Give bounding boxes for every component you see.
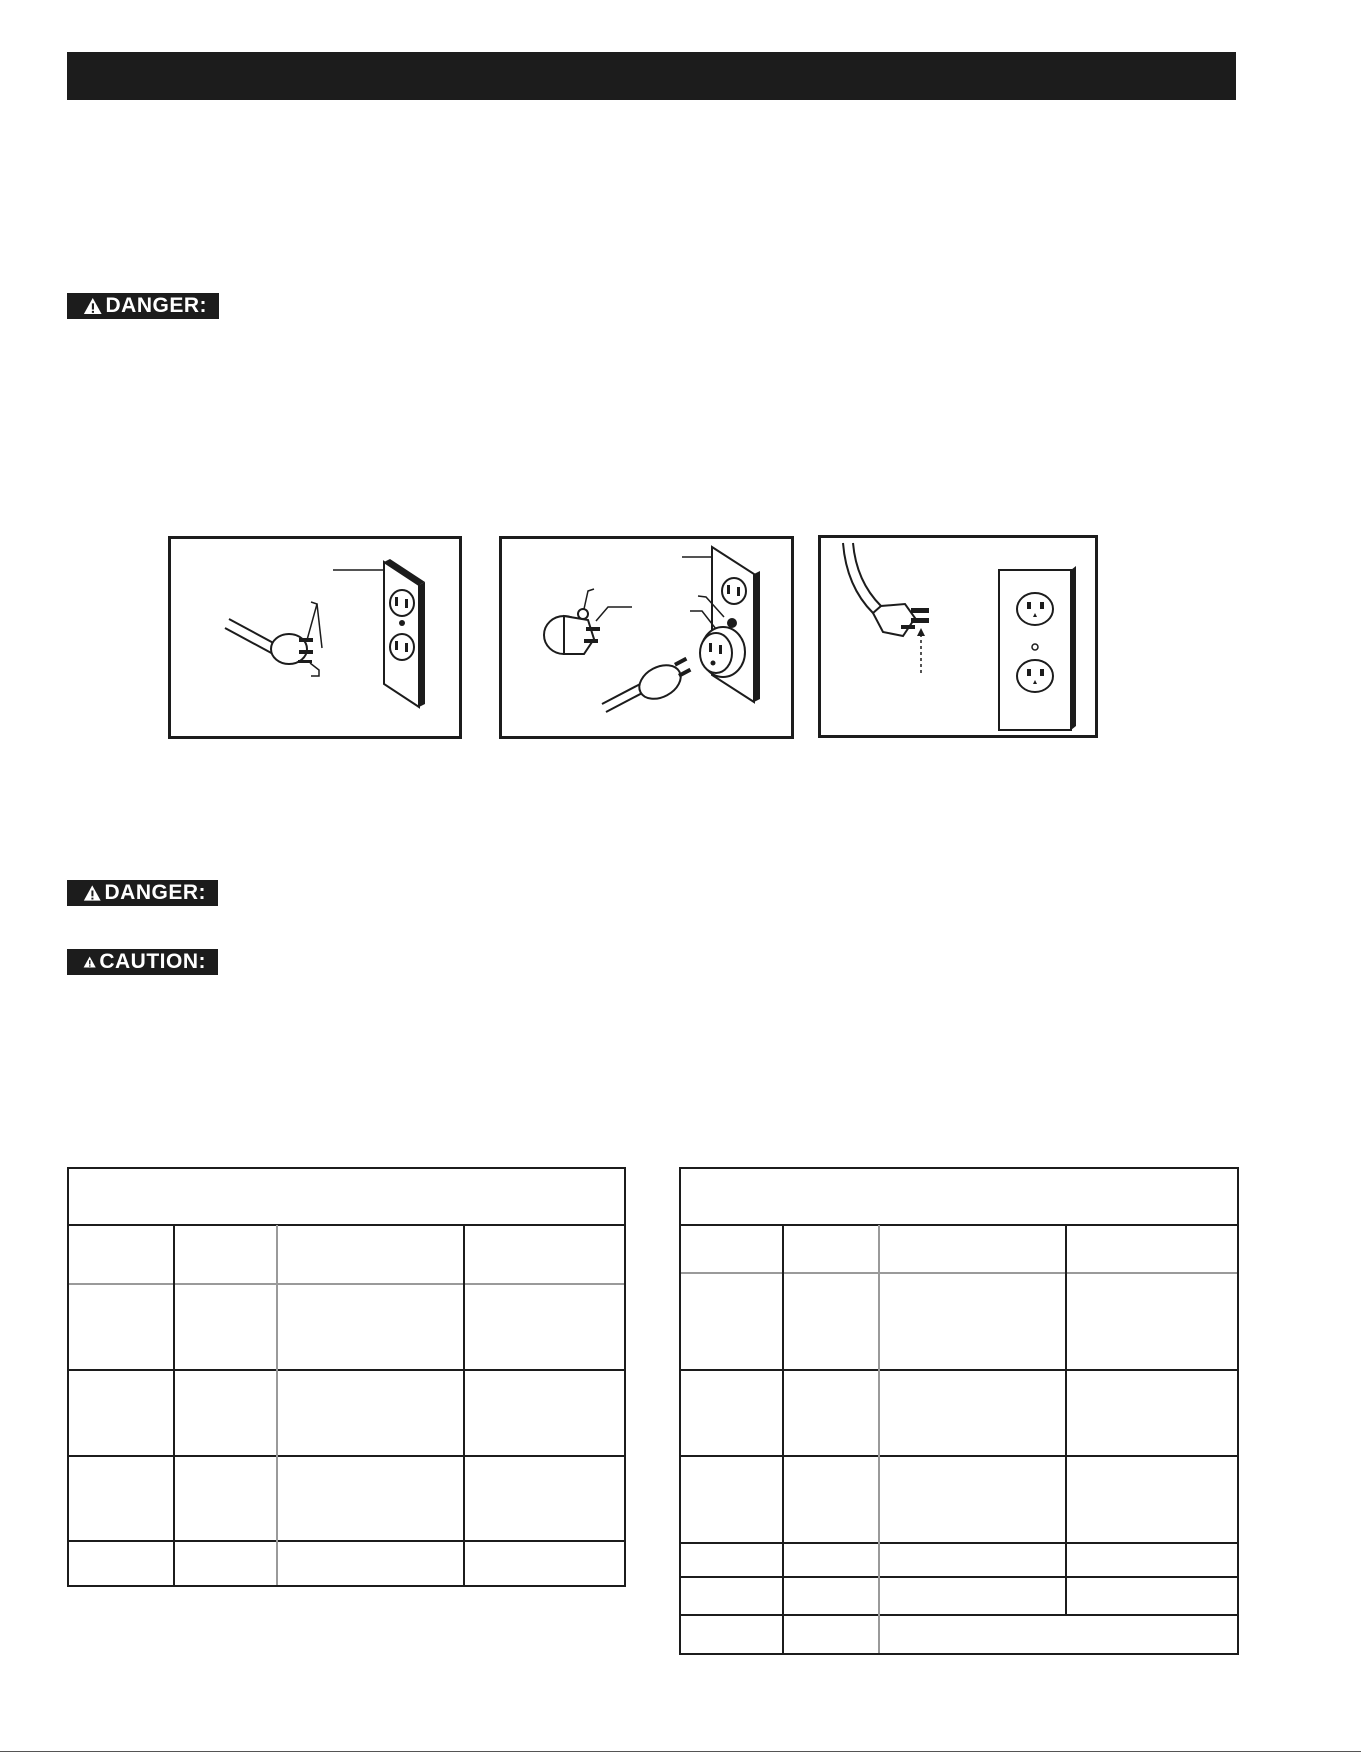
- grounded-plug-outlet-icon: [171, 539, 459, 736]
- warning-triangle-icon: [83, 883, 102, 903]
- figure-grounded-plug: [168, 536, 462, 739]
- danger-badge-label: DANGER:: [105, 294, 207, 317]
- danger-badge-label: DANGER:: [104, 881, 206, 904]
- caution-badge-label: CAUTION:: [99, 950, 206, 973]
- double-insulated-plug-outlet-icon: [821, 538, 1095, 735]
- caution-badge: [67, 949, 218, 975]
- extension-cord-table-1: [67, 1167, 626, 1587]
- danger-badge-1: [67, 293, 219, 319]
- bottom-rule: [0, 1751, 1361, 1752]
- warning-triangle-icon: [83, 952, 96, 972]
- warning-triangle-icon: [83, 296, 103, 316]
- table-grid: [69, 1169, 624, 1585]
- figure-double-insulated-plug: [818, 535, 1098, 738]
- extension-cord-table-2: [679, 1167, 1239, 1655]
- adapter-plug-outlet-icon: [502, 539, 791, 736]
- figure-adapter-plug: [499, 536, 794, 739]
- danger-badge-2: [67, 880, 218, 906]
- table-grid: [681, 1169, 1237, 1653]
- header-bar: [67, 52, 1236, 100]
